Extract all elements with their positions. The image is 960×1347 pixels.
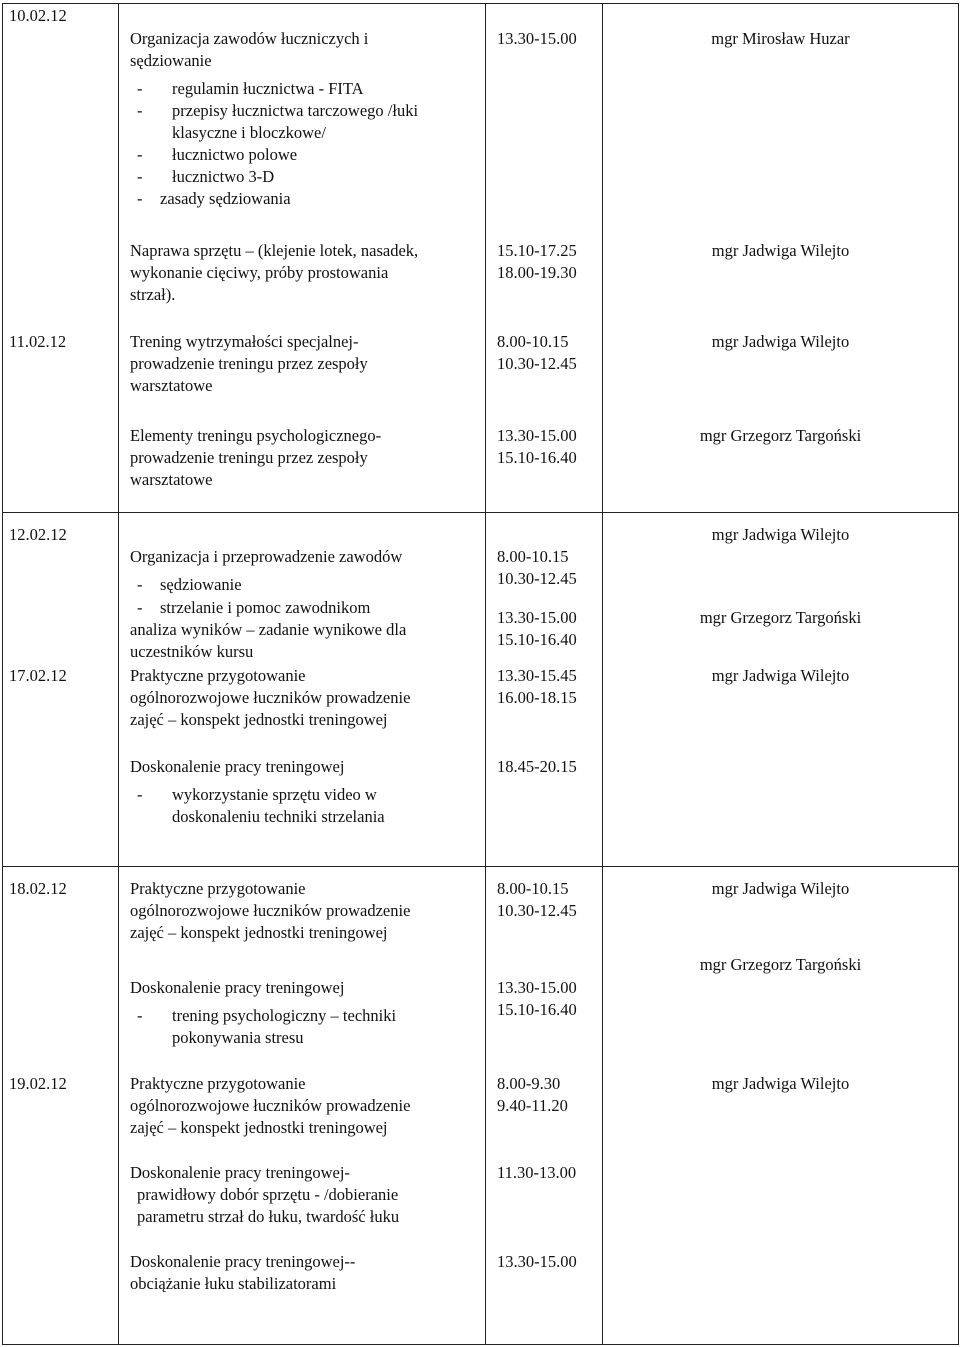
topic-line: Elementy treningu psychologicznego-: [130, 426, 382, 445]
topic-line: strzał).: [130, 285, 176, 304]
list-item: regulamin łucznictwa - FITA: [172, 79, 364, 98]
list-item: doskonaleniu techniki strzelania: [172, 807, 385, 826]
list-item: klasyczne i bloczkowe/: [172, 123, 326, 142]
table-border-left: [2, 3, 3, 1345]
topic-line: zajęć – konspekt jednostki treningowej: [130, 1118, 388, 1137]
topic-line: Doskonalenie pracy treningowej-: [130, 1163, 350, 1182]
list-item: łucznictwo polowe: [172, 145, 298, 164]
column-divider: [118, 3, 119, 1345]
topic-line: Naprawa sprzętu – (klejenie lotek, nasadek,: [130, 241, 419, 260]
topic-line: obciążanie łuku stabilizatorami: [130, 1274, 337, 1293]
teacher-name: mgr Jadwiga Wilejto: [711, 525, 850, 544]
session-time: 15.10-16.40: [497, 630, 577, 649]
list-item: trening psychologiczny – techniki: [172, 1006, 397, 1025]
session-time: 8.00-9.30: [497, 1074, 561, 1093]
teacher-name: mgr Jadwiga Wilejto: [711, 241, 850, 260]
topic-line: uczestników kursu: [130, 642, 254, 661]
session-time: 13.30-15.00: [497, 978, 577, 997]
topic-line: Praktyczne przygotowanie: [130, 666, 306, 685]
session-date: 19.02.12: [9, 1074, 67, 1093]
row-divider: [2, 512, 959, 513]
session-date: 11.02.12: [9, 332, 67, 351]
topic-line: analiza wyników – zadanie wynikowe dla: [130, 620, 407, 639]
list-item: przepisy łucznictwa tarczowego /łuki: [172, 101, 419, 120]
list-item: łucznictwo 3-D: [172, 167, 275, 186]
session-time: 15.10-16.40: [497, 448, 577, 467]
topic-line: ogólnorozwojowe łuczników prowadzenie: [130, 688, 411, 707]
teacher-name: mgr Grzegorz Targoński: [699, 608, 862, 627]
session-time: 15.10-16.40: [497, 1000, 577, 1019]
teacher-name: mgr Jadwiga Wilejto: [711, 332, 850, 351]
topic-line: prowadzenie treningu przez zespoły: [130, 448, 368, 467]
session-time: 15.10-17.25: [497, 241, 577, 260]
list-item-dash: -: [137, 575, 143, 594]
table-border-bottom: [2, 1344, 959, 1345]
topic-line: parametru strzał do łuku, twardość łuku: [137, 1207, 400, 1226]
topic-line: ogólnorozwojowe łuczników prowadzenie: [130, 901, 411, 920]
list-item-dash: -: [137, 785, 143, 804]
session-time: 10.30-12.45: [497, 354, 577, 373]
session-time: 18.00-19.30: [497, 263, 577, 282]
topic-line: Doskonalenie pracy treningowej: [130, 978, 345, 997]
session-time: 13.30-15.00: [497, 1252, 577, 1271]
topic-line: prawidłowy dobór sprzętu - /dobieranie: [137, 1185, 399, 1204]
list-item: strzelanie i pomoc zawodnikom: [160, 598, 371, 617]
session-date: 17.02.12: [9, 666, 67, 685]
list-item-dash: -: [137, 145, 143, 164]
session-time: 16.00-18.15: [497, 688, 577, 707]
session-time: 9.40-11.20: [497, 1096, 568, 1115]
teacher-name: mgr Grzegorz Targoński: [699, 426, 862, 445]
session-time: 8.00-10.15: [497, 547, 569, 566]
list-item-dash: -: [137, 101, 143, 120]
list-item: sędziowanie: [160, 575, 242, 594]
topic-line: prowadzenie treningu przez zespoły: [130, 354, 368, 373]
session-time: 8.00-10.15: [497, 332, 569, 351]
teacher-name: mgr Mirosław Huzar: [711, 29, 850, 48]
session-date: 10.02.12: [9, 6, 67, 25]
list-item-dash: -: [137, 1006, 143, 1025]
session-time: 13.30-15.45: [497, 666, 577, 685]
session-time: 18.45-20.15: [497, 757, 577, 776]
topic-line: wykonanie cięciwy, próby prostowania: [130, 263, 389, 282]
topic-line: zajęć – konspekt jednostki treningowej: [130, 923, 388, 942]
row-divider: [2, 866, 959, 867]
topic-line: Trening wytrzymałości specjalnej-: [130, 332, 359, 351]
session-time: 13.30-15.00: [497, 426, 577, 445]
list-item: zasady sędziowania: [160, 189, 291, 208]
topic-line: Organizacja zawodów łuczniczych i: [130, 29, 369, 48]
teacher-name: mgr Jadwiga Wilejto: [711, 879, 850, 898]
topic-line: warsztatowe: [130, 470, 213, 489]
list-item-dash: -: [137, 189, 143, 208]
topic-line: Organizacja i przeprowadzenie zawodów: [130, 547, 403, 566]
session-date: 18.02.12: [9, 879, 67, 898]
table-border-top: [2, 3, 959, 4]
list-item: wykorzystanie sprzętu video w: [172, 785, 377, 804]
topic-line: sędziowanie: [130, 51, 212, 70]
topic-line: warsztatowe: [130, 376, 213, 395]
teacher-name: mgr Jadwiga Wilejto: [711, 666, 850, 685]
topic-line: Doskonalenie pracy treningowej: [130, 757, 345, 776]
teacher-name: mgr Grzegorz Targoński: [699, 955, 862, 974]
list-item: pokonywania stresu: [172, 1028, 304, 1047]
topic-line: zajęć – konspekt jednostki treningowej: [130, 710, 388, 729]
topic-line: Praktyczne przygotowanie: [130, 1074, 306, 1093]
session-date: 12.02.12: [9, 525, 67, 544]
topic-line: Doskonalenie pracy treningowej--: [130, 1252, 356, 1271]
list-item-dash: -: [137, 598, 143, 617]
column-divider: [485, 3, 486, 1345]
session-time: 10.30-12.45: [497, 901, 577, 920]
session-time: 11.30-13.00: [497, 1163, 577, 1182]
list-item-dash: -: [137, 79, 143, 98]
session-time: 13.30-15.00: [497, 29, 577, 48]
session-time: 10.30-12.45: [497, 569, 577, 588]
session-time: 13.30-15.00: [497, 608, 577, 627]
topic-line: ogólnorozwojowe łuczników prowadzenie: [130, 1096, 411, 1115]
session-time: 8.00-10.15: [497, 879, 569, 898]
list-item-dash: -: [137, 167, 143, 186]
teacher-name: mgr Jadwiga Wilejto: [711, 1074, 850, 1093]
topic-line: Praktyczne przygotowanie: [130, 879, 306, 898]
